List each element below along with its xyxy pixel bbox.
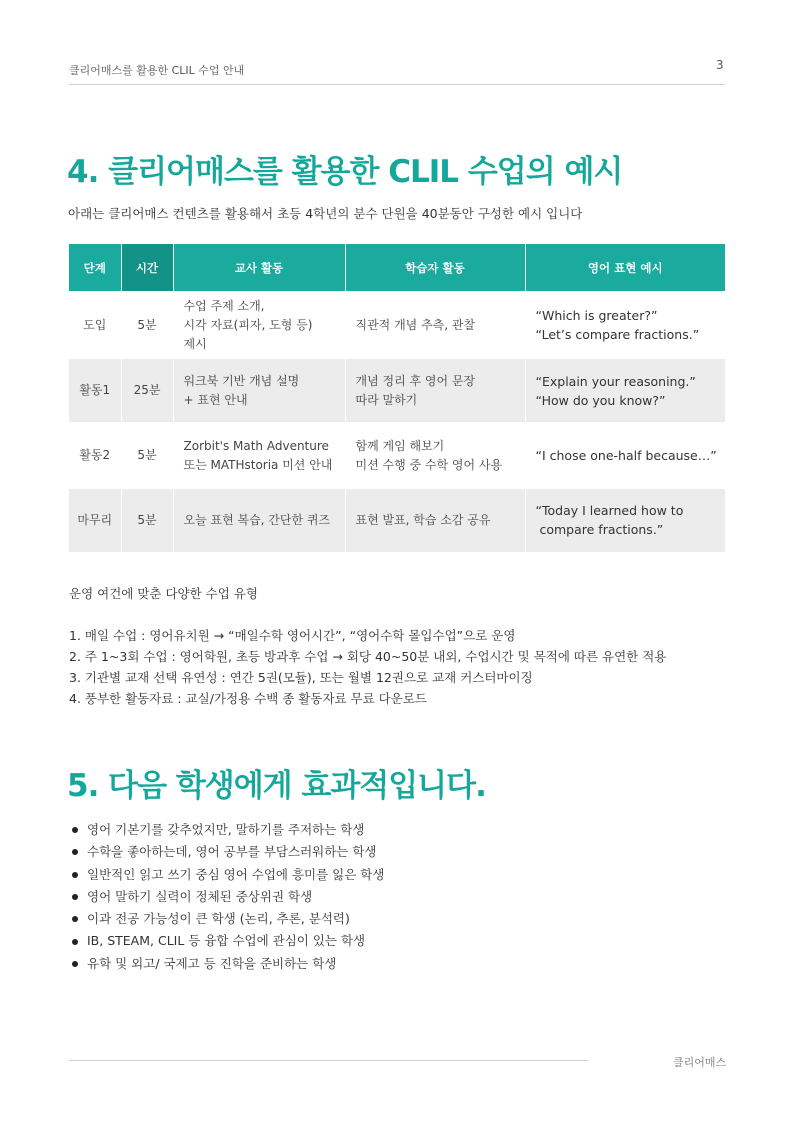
list-item: 1. 매일 수업 : 영어유치원 → “매일수학 영어시간”, “영어수학 몰입수업”으로 운영 [69,628,516,643]
cell-line: “Let’s compare fractions.” [535,327,700,342]
section-4-title: 4. 클리어매스를 활용한 CLIL 수업의 예시 [67,154,623,190]
cell-line: compare fractions.” [535,522,664,538]
list-item [72,864,384,886]
list-item: 2. 주 1~3회 수업 : 영어학원, 초등 방과후 수업 → 회당 40~50분 내외, 수업시간 및 목적에 따른 유연한 적용 [69,649,667,664]
learner-activity-cell [345,293,525,358]
cell-line: 개념 정리 후 영어 문장 [355,373,476,388]
learner-activity-cell [345,424,525,488]
cell-line: “I chose one-half because…” [535,448,717,463]
table-row [69,424,725,488]
time-cell: 5분 [121,488,173,552]
list-item [72,908,384,930]
cell-line: 직관적 개념 추측, 관찰 [355,317,476,332]
list-item-text: 수학을 좋아하는데, 영어 공부를 부담스러워하는 학생 [87,844,377,860]
list-item [72,886,384,908]
header-teacher-activity: 교사 활동 [173,244,345,293]
section-5-title: 5. 다음 학생에게 효과적입니다. [67,768,486,804]
english-example-cell [525,293,725,358]
table-row [69,358,725,424]
cell-line: 함께 게임 해보기 [355,438,445,453]
english-example-cell [525,358,725,424]
list-item-text: 유학 및 외고/ 국제고 등 진학을 준비하는 학생 [87,955,337,971]
cell-line: 표현 발표, 학습 소감 공유 [355,512,491,527]
bullet-icon [72,827,78,833]
stage-cell: 활동2 [69,424,121,488]
bullet-icon [72,849,78,855]
teacher-activity-cell [173,293,345,358]
header-learner-activity: 학습자 활동 [345,244,525,293]
cell-line: 또는 MATHstoria 미션 안내 [183,457,333,472]
bullet-icon [72,961,78,967]
cell-line: “Explain your reasoning.” [535,373,696,389]
stage-cell: 활동1 [69,358,121,424]
list-item-text: 영어 기본기를 갖추었지만, 말하기를 주저하는 학생 [87,822,365,837]
time-cell: 25분 [121,358,173,424]
header-divider [69,84,725,85]
cell-line: 워크북 기반 개념 설명 [183,373,300,388]
learner-activity-cell [345,488,525,552]
cell-line: Zorbit's Math Adventure [183,438,329,453]
cell-line: 따라 말하기 [355,392,418,407]
english-example-cell [525,488,725,552]
lesson-types-heading: 운영 여건에 맞춘 다양한 수업 유형 [69,586,258,601]
cell-line: “Which is greater?” [535,308,658,323]
table-row [69,488,725,552]
list-item-text: IB, STEAM, CLIL 등 융합 수업에 관심이 있는 학생 [87,933,366,949]
section-4-intro: 아래는 클리어매스 컨텐츠를 활용해서 초등 4학년의 분수 단원을 40분동안 구성한 예시 입니다 [68,206,583,221]
cell-line: + 표현 안내 [183,392,248,407]
table-header-row [69,244,725,293]
cell-line: 수업 주제 소개, [183,298,265,313]
cell-line: 시각 자료(피자, 도형 등) [183,317,313,332]
bullet-icon [72,939,78,945]
header-stage: 단계 [69,244,121,293]
lesson-plan-table [69,244,725,552]
table-row [69,293,725,358]
list-item [72,819,384,841]
english-example-cell [525,424,725,488]
learner-activity-cell [345,358,525,424]
cell-line: 미션 수행 중 수학 영어 사용 [355,457,503,472]
list-item [72,930,384,952]
header-time: 시간 [121,244,173,293]
bullet-icon [72,894,78,900]
teacher-activity-cell [173,424,345,488]
stage-cell: 마무리 [69,488,121,552]
header-english-examples: 영어 표현 예시 [525,244,725,293]
running-header: 클리어매스를 활용한 CLIL 수업 안내 [69,64,245,77]
time-cell: 5분 [121,293,173,358]
list-item-text: 영어 말하기 실력이 정체된 중상위권 학생 [87,888,313,904]
lesson-types-list [69,625,666,709]
stage-cell: 도입 [69,293,121,358]
target-students-list [72,819,384,975]
page-number: 3 [716,58,724,72]
cell-line: 오늘 표현 복습, 간단한 퀴즈 [183,512,331,527]
footer-brand: 클리어매스 [673,1056,727,1069]
teacher-activity-cell [173,488,345,552]
footer-divider [69,1060,588,1061]
list-item-text: 일반적인 읽고 쓰기 중심 영어 수업에 흥미를 잃은 학생 [87,866,385,882]
time-cell: 5분 [121,424,173,488]
bullet-icon [72,872,78,878]
list-item: 3. 기관별 교재 선택 유연성 : 연간 5권(모듈), 또는 월별 12권으로 교재 커스터마이징 [69,670,533,685]
bullet-icon [72,916,78,922]
list-item [72,841,384,863]
list-item: 4. 풍부한 활동자료 : 교실/가정용 수백 종 활동자료 무료 다운로드 [69,691,427,706]
cell-line: 제시 [183,336,207,351]
cell-line: “How do you know?” [535,392,666,408]
teacher-activity-cell [173,358,345,424]
list-item [72,953,384,975]
list-item-text: 이과 전공 가능성이 큰 학생 (논리, 추론, 분석력) [87,911,350,927]
cell-line: “Today I learned how to [535,503,684,519]
